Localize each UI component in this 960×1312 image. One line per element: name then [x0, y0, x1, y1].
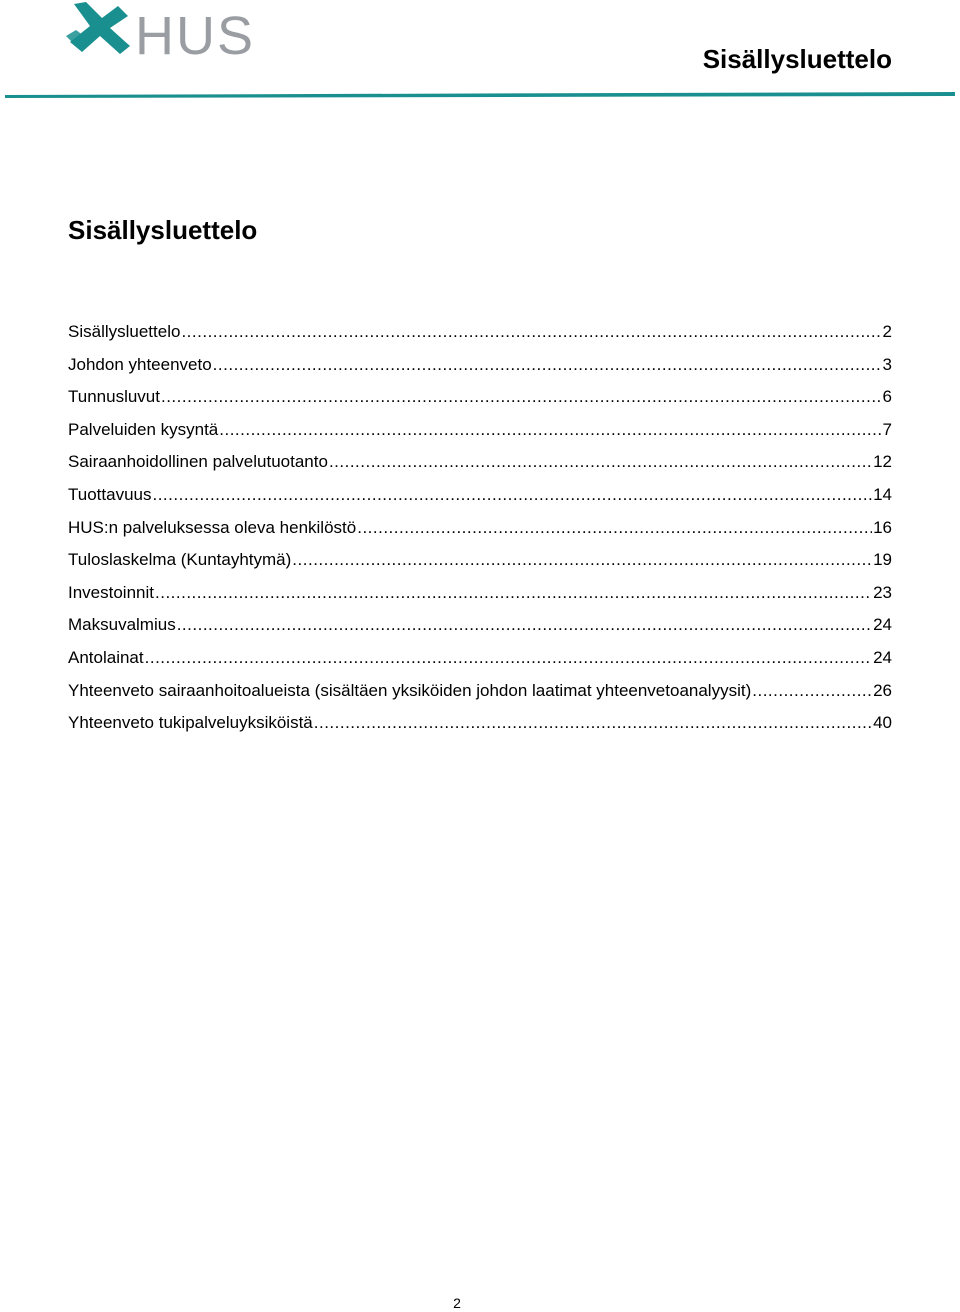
toc-entry[interactable]: [68, 481, 892, 514]
toc-dot-leader: [357, 514, 872, 542]
toc-entry-title: Antolainat: [68, 647, 144, 667]
toc-entry-title: Yhteenveto tukipalveluyksiköistä: [68, 713, 313, 733]
toc-entry-title: Tuottavuus: [68, 484, 152, 504]
toc-entry-title: Investoinnit: [68, 582, 154, 602]
toc-entry-page: 7: [882, 419, 892, 439]
toc-entry[interactable]: [68, 611, 892, 644]
page-heading: Sisällysluettelo: [68, 215, 258, 245]
toc-entry[interactable]: [68, 383, 892, 416]
toc-entry[interactable]: [68, 416, 892, 449]
toc-dot-leader: [329, 448, 872, 476]
toc-entry-title: Maksuvalmius: [68, 615, 176, 635]
table-of-contents: [68, 318, 892, 742]
toc-dot-leader: [152, 481, 872, 509]
toc-entry-title: Tunnusluvut: [68, 387, 160, 407]
toc-entry-title: Johdon yhteenveto: [68, 354, 212, 374]
toc-dot-leader: [314, 709, 872, 737]
page-number: 2: [453, 1295, 461, 1311]
logo-wordmark: HUS: [135, 6, 256, 66]
toc-dot-leader: [161, 383, 882, 411]
toc-dot-leader: [155, 579, 872, 607]
toc-entry-page: 40: [873, 713, 892, 733]
toc-entry-page: 24: [873, 647, 892, 667]
toc-entry-page: 19: [873, 550, 892, 570]
toc-entry-page: 23: [873, 582, 892, 602]
toc-entry-title: Sisällysluettelo: [68, 322, 181, 341]
toc-dot-leader: [145, 644, 872, 672]
toc-entry-page: 12: [873, 452, 892, 472]
toc-entry[interactable]: [68, 318, 892, 351]
toc-entry-page: 16: [873, 517, 892, 537]
toc-entry[interactable]: [68, 351, 892, 384]
toc-entry[interactable]: [68, 546, 892, 579]
toc-entry-title: Sairaanhoidollinen palvelutuotanto: [68, 452, 328, 472]
toc-entry-title: Palveluiden kysyntä: [68, 419, 219, 439]
toc-entry-page: 14: [873, 484, 892, 504]
toc-entry[interactable]: [68, 514, 892, 547]
header-title: Sisällysluettelo: [702, 44, 892, 74]
toc-dot-leader: [752, 677, 872, 705]
toc-dot-leader: [181, 318, 881, 346]
hus-logo: [66, 2, 256, 74]
toc-entry-page: 6: [882, 387, 892, 407]
toc-entry-page: 26: [873, 680, 892, 700]
toc-entry[interactable]: [68, 644, 892, 677]
toc-entry[interactable]: [68, 579, 892, 612]
toc-entry[interactable]: [68, 677, 892, 710]
toc-dot-leader: [219, 416, 881, 444]
header-divider: [5, 92, 955, 98]
hus-cross-icon: [66, 2, 136, 58]
toc-dot-leader: [213, 351, 882, 379]
toc-entry-title: Yhteenveto sairaanhoitoalueista (sisältäen yksiköiden johdon laatimat yhteenvetoanalyysit): [68, 680, 752, 700]
toc-entry-title: Tuloslaskelma (Kuntayhtymä): [68, 550, 292, 570]
toc-dot-leader: [292, 546, 872, 574]
toc-entry-page: 24: [873, 615, 892, 635]
toc-dot-leader: [177, 611, 872, 639]
toc-entry[interactable]: [68, 709, 892, 742]
toc-entry[interactable]: [68, 448, 892, 481]
toc-entry-page: 3: [882, 354, 892, 374]
toc-entry-title: HUS:n palveluksessa oleva henkilöstö: [68, 517, 357, 537]
toc-entry-page: 2: [882, 322, 892, 341]
